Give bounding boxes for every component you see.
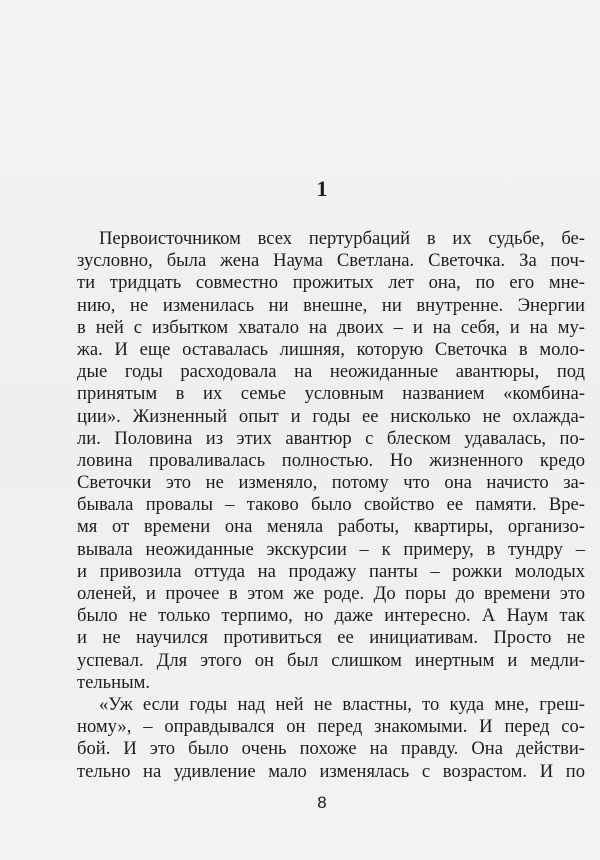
text-line: нию, не изменилась ни внешне, ни внутренне. Энергии (77, 294, 585, 316)
text-line: ному», – оправдывался он перед знакомыми. И перед со- (77, 716, 585, 738)
text-line: принятым в их семье условным названием «комбина- (77, 383, 585, 405)
text-line: ли. Половина из этих авантюр с блеском удавалась, по- (77, 427, 585, 449)
body-text (77, 228, 585, 783)
page-number: 8 (317, 793, 327, 812)
text-line: было не только терпимо, но даже интересно. А Наум так (77, 605, 585, 627)
text-line: мя от времени она меняла работы, квартиры, организо- (77, 516, 585, 538)
text-line: и привозила оттуда на продажу панты – рожки молодых (77, 560, 585, 582)
text-line: Светочки это не изменяло, потому что она начисто за- (77, 472, 585, 494)
text-line: тельно на удивление мало изменялась с возрастом. И по (77, 760, 585, 782)
text-line: Первоисточником всех пертурбаций в их судьбе, бе- (99, 228, 585, 249)
text-line: «Уж если годы над ней не властны, то куда мне, греш- (99, 693, 585, 715)
text-line: в ней с избытком хватало на двоих – и на себя, и на му- (77, 316, 585, 338)
text-line: бывала провалы – таково было свойство ее памяти. Вре- (77, 494, 585, 516)
text-line: и не научился противиться ее инициативам. Просто не (77, 627, 585, 649)
text-line: ловина проваливалась полностью. Но жизненного кредо (77, 449, 585, 471)
text-line: оленей, и прочее в этом же роде. До поры до времени это (77, 583, 585, 604)
chapter-number: 1 (316, 176, 328, 201)
text-line: жа. И еще оставалась лишняя, которую Светочка в моло- (77, 338, 585, 360)
text-line: ции». Жизненный опыт и годы ее нисколько не охлажда- (77, 405, 585, 427)
text-line: ти тридцать совместно прожитых лет она, по его мне- (77, 272, 585, 294)
text-line: успевал. Для этого он был слишком инертным и медли- (77, 649, 585, 671)
text-line: бой. И это было очень похоже на правду. Она действи- (77, 738, 585, 760)
text-line: вывала неожиданные экскурсии – к примеру, в тундру – (77, 538, 585, 560)
text-line: зусловно, была жена Наума Светлана. Светочка. За поч- (77, 250, 585, 272)
text-line: дые годы расходовала на неожиданные авантюры, под (77, 361, 585, 383)
text-line: тельным. (77, 671, 150, 693)
